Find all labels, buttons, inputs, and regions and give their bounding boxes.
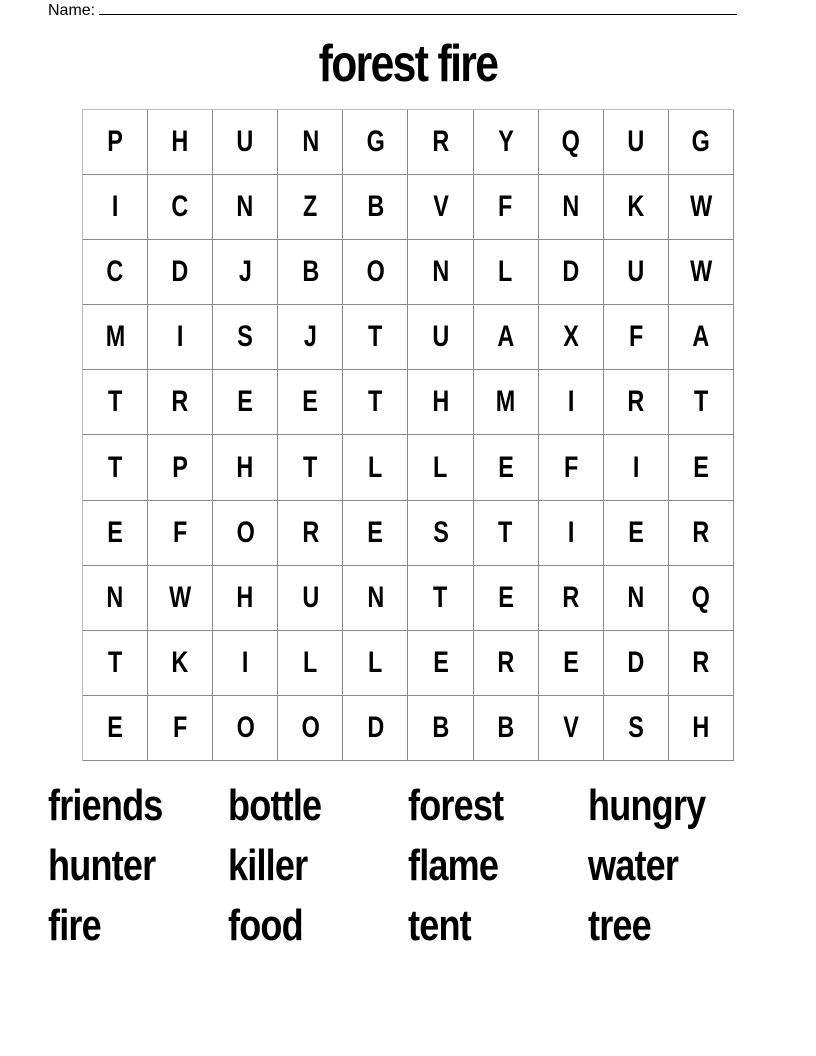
grid-letter: T <box>693 385 709 419</box>
grid-letter: R <box>301 515 319 549</box>
grid-cell <box>83 240 148 305</box>
grid-letter: R <box>171 385 189 419</box>
word-list <box>48 778 768 958</box>
grid-letter: X <box>562 320 579 354</box>
grid-cell <box>669 240 734 305</box>
grid-cell <box>539 240 604 305</box>
grid-cell <box>604 631 669 696</box>
grid-letter: S <box>237 320 254 354</box>
word-list-item: hungry <box>588 781 706 830</box>
grid-letter: L <box>433 450 448 484</box>
grid-cell <box>474 110 539 175</box>
grid-letter: V <box>432 190 449 224</box>
word-list-item: killer <box>228 841 308 890</box>
grid-letter: T <box>107 450 123 484</box>
grid-letter: H <box>692 710 710 744</box>
grid-letter: I <box>567 515 574 549</box>
word-search-grid <box>82 109 734 761</box>
grid-cell <box>474 240 539 305</box>
grid-letter: M <box>495 385 516 419</box>
grid-letter: U <box>432 320 449 354</box>
grid-letter: F <box>563 450 578 484</box>
grid-letter: E <box>432 645 449 679</box>
grid-cell <box>669 370 734 435</box>
grid-letter: F <box>498 190 513 224</box>
grid-letter: R <box>432 125 449 159</box>
grid-letter: F <box>628 320 643 354</box>
grid-cell <box>408 305 473 370</box>
name-underline <box>99 0 737 15</box>
grid-cell <box>539 435 604 500</box>
grid-cell <box>83 631 148 696</box>
grid-letter: R <box>692 645 710 679</box>
grid-cell <box>408 696 473 761</box>
grid-letter: O <box>366 255 385 289</box>
grid-letter: T <box>433 580 448 614</box>
grid-letter: E <box>302 385 319 419</box>
grid-letter: W <box>689 255 712 289</box>
grid-letter: I <box>241 645 249 679</box>
grid-cell <box>539 175 604 240</box>
page-title: forest fire <box>318 35 498 93</box>
grid-letter: S <box>628 710 644 744</box>
grid-cell <box>278 240 343 305</box>
grid-cell <box>408 566 473 631</box>
grid-letter: T <box>107 645 123 679</box>
grid-cell <box>83 175 148 240</box>
grid-cell <box>343 305 408 370</box>
grid-cell <box>669 631 734 696</box>
word-list-item: food <box>228 901 303 950</box>
grid-letter: T <box>303 450 318 484</box>
grid-cell <box>343 240 408 305</box>
grid-letter: F <box>172 515 188 549</box>
grid-cell <box>539 501 604 566</box>
grid-letter: D <box>562 255 580 289</box>
grid-letter: R <box>562 580 580 614</box>
grid-letter: H <box>236 580 254 614</box>
grid-letter: B <box>366 190 384 224</box>
grid-letter: H <box>432 385 449 419</box>
grid-cell <box>539 305 604 370</box>
grid-cell <box>474 631 539 696</box>
grid-letter: P <box>107 125 123 159</box>
grid-letter: I <box>632 450 640 484</box>
grid-cell <box>408 370 473 435</box>
grid-letter: T <box>368 320 383 354</box>
grid-cell <box>278 566 343 631</box>
grid-letter: O <box>301 710 320 744</box>
grid-letter: U <box>301 580 319 614</box>
grid-cell <box>213 501 278 566</box>
grid-letter: N <box>106 580 124 614</box>
grid-letter: C <box>106 255 124 289</box>
grid-cell <box>604 175 669 240</box>
grid-letter: U <box>627 125 645 159</box>
name-field <box>48 0 737 20</box>
grid-cell <box>83 370 148 435</box>
grid-letter: P <box>172 450 188 484</box>
grid-cell <box>474 435 539 500</box>
grid-cell <box>148 501 213 566</box>
grid-cell <box>213 435 278 500</box>
grid-cell <box>148 435 213 500</box>
grid-cell <box>83 110 148 175</box>
grid-letter: T <box>498 515 513 549</box>
grid-letter: T <box>107 385 123 419</box>
grid-letter: K <box>627 190 645 224</box>
grid-cell <box>83 305 148 370</box>
grid-cell <box>474 696 539 761</box>
grid-cell <box>343 370 408 435</box>
grid-cell <box>278 110 343 175</box>
grid-cell <box>278 631 343 696</box>
word-list-item: bottle <box>228 781 322 830</box>
grid-letter: A <box>692 320 710 354</box>
grid-cell <box>343 696 408 761</box>
grid-cell <box>148 696 213 761</box>
name-label: Name: <box>48 2 96 19</box>
grid-cell <box>83 566 148 631</box>
grid-cell <box>213 696 278 761</box>
grid-letter: V <box>562 710 579 744</box>
grid-cell <box>669 305 734 370</box>
grid-cell <box>278 435 343 500</box>
grid-letter: C <box>171 190 189 224</box>
grid-cell <box>213 631 278 696</box>
grid-letter: H <box>171 125 189 159</box>
grid-letter: J <box>238 255 252 289</box>
grid-cell <box>83 696 148 761</box>
grid-letter: E <box>367 515 384 549</box>
grid-cell <box>539 696 604 761</box>
grid-letter: J <box>303 320 317 354</box>
grid-letter: W <box>169 580 192 614</box>
grid-cell <box>213 566 278 631</box>
grid-letter: K <box>171 645 189 679</box>
grid-letter: E <box>107 515 123 549</box>
grid-cell <box>148 631 213 696</box>
grid-cell <box>343 435 408 500</box>
word-list-item: tree <box>588 901 651 950</box>
grid-letter: E <box>693 450 709 484</box>
grid-letter: U <box>627 255 645 289</box>
grid-cell <box>604 305 669 370</box>
grid-cell <box>278 175 343 240</box>
grid-cell <box>604 370 669 435</box>
grid-cell <box>148 370 213 435</box>
grid-letter: R <box>692 515 710 549</box>
grid-letter: S <box>432 515 449 549</box>
grid-cell <box>213 305 278 370</box>
word-list-item: friends <box>48 781 163 830</box>
grid-cell <box>343 501 408 566</box>
grid-letter: I <box>567 385 574 419</box>
grid-cell <box>148 175 213 240</box>
grid-cell <box>669 501 734 566</box>
grid-cell <box>83 435 148 500</box>
grid-letter: E <box>628 515 644 549</box>
grid-cell <box>343 566 408 631</box>
grid-letter: D <box>171 255 189 289</box>
grid-letter: Y <box>497 125 514 159</box>
grid-cell <box>474 305 539 370</box>
grid-cell <box>213 370 278 435</box>
grid-cell <box>213 175 278 240</box>
grid-cell <box>408 240 473 305</box>
grid-letter: I <box>111 190 119 224</box>
grid-cell <box>213 240 278 305</box>
grid-cell <box>408 175 473 240</box>
grid-cell <box>343 110 408 175</box>
grid-cell <box>539 110 604 175</box>
grid-letter: N <box>627 580 645 614</box>
grid-cell <box>148 240 213 305</box>
grid-cell <box>604 696 669 761</box>
grid-letter: D <box>627 645 645 679</box>
grid-cell <box>278 305 343 370</box>
grid-letter: T <box>368 385 383 419</box>
grid-letter: E <box>562 645 579 679</box>
word-list-item: fire <box>48 901 101 950</box>
grid-cell <box>669 110 734 175</box>
grid-letter: L <box>498 255 513 289</box>
grid-letter: D <box>366 710 384 744</box>
grid-cell <box>669 175 734 240</box>
grid-cell <box>604 501 669 566</box>
grid-cell <box>148 305 213 370</box>
grid-letter: N <box>366 580 384 614</box>
grid-letter: N <box>236 190 254 224</box>
grid-letter: L <box>368 450 383 484</box>
grid-letter: F <box>172 710 188 744</box>
grid-letter: U <box>236 125 254 159</box>
grid-cell <box>408 435 473 500</box>
grid-letter: E <box>107 710 123 744</box>
grid-letter: H <box>236 450 254 484</box>
grid-cell <box>148 566 213 631</box>
grid-letter: R <box>627 385 645 419</box>
grid-letter: O <box>236 515 255 549</box>
grid-letter: O <box>236 710 255 744</box>
grid-letter: W <box>689 190 712 224</box>
word-list-item: hunter <box>48 841 156 890</box>
grid-cell <box>278 501 343 566</box>
grid-letter: E <box>497 450 514 484</box>
grid-cell <box>604 240 669 305</box>
word-list-item: tent <box>408 901 471 950</box>
grid-cell <box>408 631 473 696</box>
grid-letter: L <box>368 645 383 679</box>
grid-letter: G <box>366 125 385 159</box>
grid-letter: M <box>105 320 125 354</box>
grid-cell <box>474 175 539 240</box>
grid-cell <box>408 110 473 175</box>
grid-letter: Z <box>303 190 318 224</box>
word-list-item: flame <box>408 841 499 890</box>
grid-letter: N <box>562 190 580 224</box>
grid-cell <box>343 175 408 240</box>
grid-letter: N <box>432 255 449 289</box>
word-list-item: forest <box>408 781 504 830</box>
grid-cell <box>669 435 734 500</box>
grid-cell <box>539 370 604 435</box>
grid-letter: I <box>176 320 184 354</box>
grid-letter: R <box>497 645 515 679</box>
grid-letter: B <box>301 255 319 289</box>
grid-cell <box>604 110 669 175</box>
grid-letter: L <box>303 645 318 679</box>
grid-letter: E <box>497 580 514 614</box>
word-list-item: water <box>588 841 679 890</box>
grid-letter: A <box>497 320 515 354</box>
grid-letter: B <box>497 710 515 744</box>
grid-letter: Q <box>691 580 711 614</box>
grid-cell <box>604 435 669 500</box>
grid-cell <box>213 110 278 175</box>
grid-cell <box>539 631 604 696</box>
grid-cell <box>278 370 343 435</box>
grid-letter: N <box>301 125 319 159</box>
grid-letter: E <box>237 385 254 419</box>
grid-cell <box>539 566 604 631</box>
grid-cell <box>278 696 343 761</box>
grid-cell <box>604 566 669 631</box>
grid-cell <box>408 501 473 566</box>
grid-cell <box>83 501 148 566</box>
grid-letter: B <box>432 710 449 744</box>
grid-cell <box>474 370 539 435</box>
grid-letter: Q <box>561 125 580 159</box>
grid-cell <box>669 696 734 761</box>
grid-cell <box>343 631 408 696</box>
grid-letter: G <box>691 125 711 159</box>
grid-cell <box>474 566 539 631</box>
grid-cell <box>148 110 213 175</box>
grid-cell <box>474 501 539 566</box>
grid-cell <box>669 566 734 631</box>
